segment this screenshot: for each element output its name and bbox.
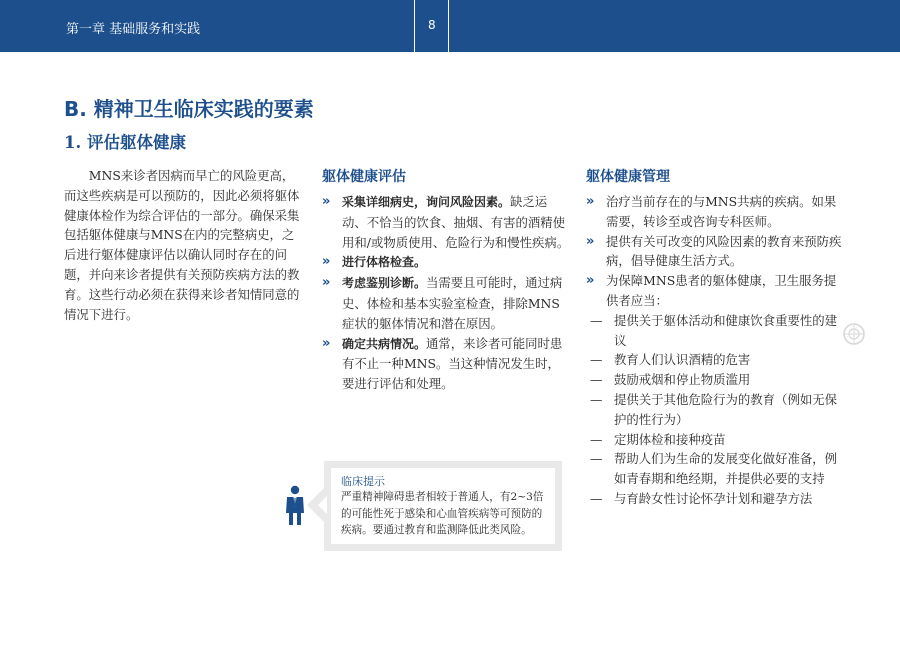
sub-list-item — [586, 489, 844, 509]
header-divider-right — [448, 0, 449, 52]
clinical-tip-title: 临床提示 — [341, 475, 385, 488]
doctor-icon — [284, 485, 306, 525]
sub-list-item — [586, 390, 844, 430]
sub-item-text: 与育龄女性讨论怀孕计划和避孕方法 — [614, 490, 813, 506]
sub-list-item — [586, 311, 844, 351]
chevron-right-icon: » — [322, 275, 331, 291]
clinical-tip-content — [331, 468, 555, 544]
sub-list-item — [586, 350, 844, 370]
page-number: 8 — [428, 18, 436, 32]
sub-item-text: 鼓励戒烟和停止物质滥用 — [614, 372, 751, 388]
assessment-column — [322, 166, 570, 394]
list-item — [322, 252, 570, 273]
item-text: 缺乏运动、不恰当的饮食、抽烟、有害的酒精使用和/或物质使用、危险行为和慢性疾病。 — [342, 194, 570, 250]
chevron-right-icon: » — [322, 335, 331, 351]
dash-marker: — — [590, 312, 603, 328]
clinical-tip-box — [324, 461, 562, 551]
list-item — [586, 232, 844, 272]
emblem-icon — [842, 322, 866, 346]
item-lead: 确定共病情况。 — [342, 336, 427, 351]
sub-list-item — [586, 370, 844, 390]
item-text: 当需要且可能时，通过病史、体检和基本实验室检查，排除MNS症状的躯体情况和潜在原因。 — [342, 275, 563, 331]
chevron-right-icon: » — [586, 273, 595, 289]
section-title: B. 精神卫生临床实践的要素 — [64, 97, 314, 121]
sub-item-text: 教育人们认识酒精的危害 — [614, 352, 751, 368]
assessment-heading: 躯体健康评估 — [322, 169, 406, 185]
sub-item-text: 提供关于躯体活动和健康饮食重要性的建议 — [614, 312, 838, 348]
list-item — [586, 192, 844, 232]
dash-marker: — — [590, 451, 603, 467]
management-heading: 躯体健康管理 — [586, 169, 670, 185]
tip-pointer-inner — [318, 496, 327, 514]
intro-paragraph: MNS来诊者因病而早亡的风险更高，而这些疾病是可以预防的，因此必须将躯体健康体检作为综合评估的一部分。确保采集包括躯体健康与MNS在内的完整病史，之后进行躯体健康评估以确认同时存在的问题，并向来诊者提供有关预防疾病方法的教育。这些行动必须在获得来诊者知情同意的情况下进行。 — [64, 168, 300, 322]
item-text: 治疗当前存在的与MNS共病的疾病。如果需要，转诊至或咨询专科医师。 — [606, 194, 837, 229]
dash-marker: — — [590, 391, 603, 407]
list-item — [586, 271, 844, 311]
assessment-list — [322, 192, 570, 394]
item-text: 提供有关可改变的风险因素的教育来预防疾病，倡导健康生活方式。 — [606, 233, 842, 269]
header-divider-left — [414, 0, 415, 52]
chevron-right-icon: » — [586, 233, 595, 249]
list-item — [322, 192, 570, 252]
chapter-title: 第一章 基础服务和实践 — [66, 22, 201, 37]
page-header — [0, 0, 900, 52]
subsection-title: 1. 评估躯体健康 — [64, 133, 186, 152]
chevron-right-icon: » — [586, 194, 595, 209]
dash-marker: — — [590, 431, 603, 447]
management-list — [586, 192, 844, 311]
item-text: 通常，来诊者可能同时患有不止一种MNS。当这种情况发生时，要进行评估和处理。 — [342, 335, 563, 392]
list-item — [322, 273, 570, 333]
sub-item-text: 提供关于其他危险行为的教育（例如无保护的性行为） — [614, 391, 838, 427]
sub-item-text: 定期体检和接种疫苗 — [614, 431, 726, 447]
sub-item-text: 帮助人们为生命的发展变化做好准备，例如青春期和绝经期，并提供必要的支持 — [614, 451, 838, 487]
item-lead: 考虑鉴别诊断。 — [342, 276, 427, 291]
management-column — [586, 166, 844, 509]
management-sublist — [586, 311, 844, 509]
item-lead: 进行体格检查。 — [342, 255, 427, 270]
item-text: 为保障MNS患者的躯体健康，卫生服务提供者应当： — [606, 273, 837, 308]
list-item — [322, 334, 570, 394]
chevron-right-icon: » — [322, 254, 331, 270]
dash-marker: — — [590, 372, 603, 388]
sub-list-item — [586, 449, 844, 489]
sub-list-item — [586, 430, 844, 450]
dash-marker: — — [590, 352, 603, 368]
chevron-right-icon: » — [322, 194, 331, 209]
item-lead: 采集详细病史，询问风险因素。 — [342, 195, 511, 209]
dash-marker: — — [590, 490, 603, 506]
clinical-tip-text: 严重精神障碍患者相较于普通人，有2~3倍的可能性死于感染和心血管疾病等可预防的疾病。要通过教育和监测降低此类风险。 — [341, 491, 544, 536]
